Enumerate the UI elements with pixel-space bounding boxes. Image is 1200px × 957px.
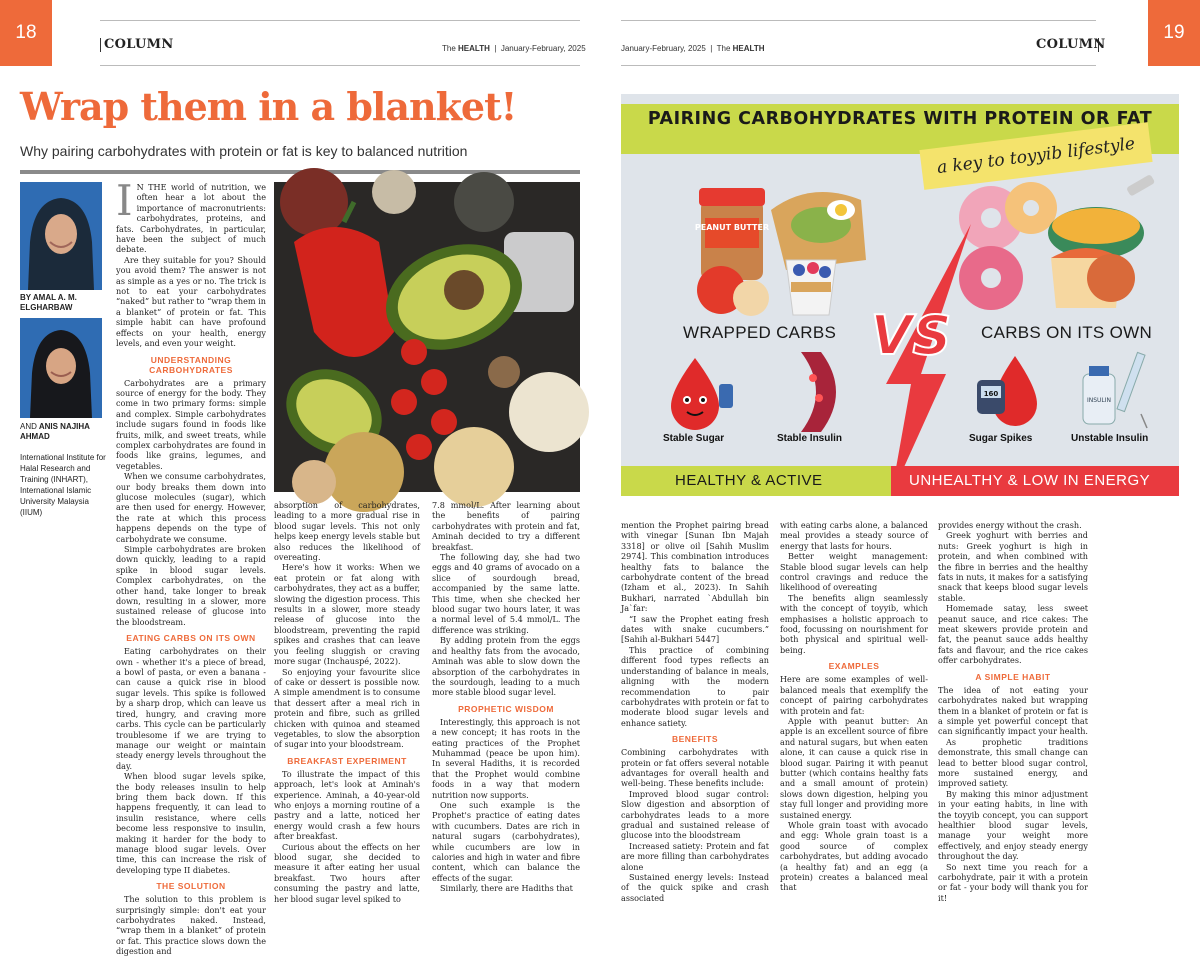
article-column-4: mention the Prophet pairing bread with vinegar [Sunan Ibn Majah 3318] or olive oil [Sahih Muslim 2974]. This combination introduces healthy fats to balance the carbohydrate content of the bread (Izham et al., 2023). In Sahih Bukhari, narrated `Abdullah bin Ja`far: “I saw the Prophet eating fresh dates with snake cucumbers.” [Sahih al-Bukhari 5447] This practice of combining different food types reflects an understanding of balance in meals, aligning with the modern recommendation to pair carbohydrates with protein or fat to moderate blood sugar levels and enhance satiety. BENEFITS Combining carbohydrates with protein or fat offers several notable advantages for overall health and well-being. These benefits include: Improved blood sugar control: Slow digestion and absorption of carbohydrates leads to a more gradual and sustained release of glucose into the bloodstream Increased satiety: Protein and fat are more filling than carbohydrates alone Sustained energy levels: Instead of the quick spike and crash associated bbox=[621, 520, 769, 903]
subhead: UNDERSTANDING CARBOHYDRATES bbox=[149, 354, 233, 375]
article-column-1: I N THE world of nutrition, we often hear a lot about the importance of macronutrients: carbohydrates, proteins, and fats. Carbohydrates, in particular, have been the subject of much debate. Are they suitable for you? Should you avoid them? The answer is not as simple as a yes or no. The trick is not to eat your carbohydrates “naked” but rather to “wrap them in a blanket” of protein or fat. This simple habit can have profound effects on your health, energy levels, and even your weight. UNDERSTANDING CARBOHYDRATES Carbohydrates are a primary source of energy for the body. They come in two primary forms: simple and complex. Simple carbohydrates include sugars found in foods like fruits, milk, and sweet treats, while complex carbohydrates are found in foods like grains, legumes, and vegetables. When we consume carbohydrates, our body breaks them down into glucose molecules (sugar), which are then used for energy. However, the rate at which this process happens depends on the type of carbohydrate we consume. Simple carbohydrates are broken down quickly, leading to a rapid spike in blood sugar levels. Complex carbohydrates, on the other hand, take longer to break down, resulting in a slower, more sustained release of glucose into the bloodstream. EATING CARBS ON ITS OWN Eating carbohydrates on their own - whether it's a piece of bread, a bowl of pasta, or even a banana - can cause a quick rise in blood sugar levels. This spike is followed by a sharp drop, which can leave us tired, hungry, and craving more carbs. This cycle can be particularly troublesome if we are trying to manage our weight or maintain steady energy levels throughout the day. When blood sugar levels spike, the body releases insulin to help bring them back down. If this happens frequently, it can lead to insulin resistance, where cells become less responsive to insulin, making it harder for the body to manage blood sugar levels. Over time, this can increase the risk of developing type II diabetes. THE SOLUTION The solution to this problem is surprisingly simple: don't eat your carbohydrates naked. Instead, “wrap them in a blanket” of protein or fat. This practice slows down the digestion and bbox=[116, 176, 266, 957]
author-byline-1: BY AMAL A. M. ELGHARBAW bbox=[20, 293, 77, 312]
cake-icon bbox=[1051, 248, 1135, 308]
header-rule-bottom-left bbox=[100, 65, 580, 66]
article-title: Wrap them in a blanket! bbox=[20, 84, 517, 129]
footer-healthy: HEALTHY & ACTIVE bbox=[675, 472, 823, 489]
subhead: BREAKFAST EXPERIMENT bbox=[287, 755, 407, 766]
article-column-5: with eating carbs alone, a balanced meal provides a steady source of energy that lasts for hours. Better weight management: Stable blood sugar levels can help control cravings and reduce the likelihood of overeating The benefits align seamlessly with the concept of toyyib, which emphasises a holistic approach to food, focussing on nourishment for both physical and spiritual well-being. EXAMPLES Here are some examples of well-balanced meals that exemplify the concept of pairing carbohydrates with protein and fat: Apple with peanut butter: An apple is an excellent source of fibre and natural sugars, but when eaten alone, it can cause a quick rise in blood sugar. Pairing it with peanut butter (which contains healthy fats and a small amount of protein) slows down digestion, helping you stay full longer and providing more sustained energy. Whole grain toast with avocado and egg: Whole grain toast is a good source of complex carbohydrates, but adding avocado (a healthy fat) and an egg (a protein) creates a balanced meal that bbox=[780, 520, 928, 893]
insulin-bottle-icon bbox=[1077, 348, 1157, 432]
vegetables-photo bbox=[274, 182, 580, 492]
yogurt-icon bbox=[786, 260, 836, 315]
author-photo bbox=[20, 182, 102, 290]
author-photo bbox=[20, 318, 102, 418]
drop-cap: I bbox=[116, 176, 133, 225]
peanut-butter-icon bbox=[695, 188, 769, 280]
masthead-right: January-February, 2025 | The HEALTH bbox=[621, 44, 765, 53]
label-sugar-spikes: Sugar Spikes bbox=[969, 433, 1033, 444]
page-number-left: 18 bbox=[0, 0, 52, 66]
footer-unhealthy: UNHEALTHY & LOW IN ENERGY bbox=[909, 472, 1151, 489]
section-label-right: COLUMN bbox=[1036, 37, 1106, 52]
label-stable-insulin: Stable Insulin bbox=[777, 433, 843, 444]
infographic-title: PAIRING CARBOHYDRATES WITH PROTEIN OR FAT bbox=[647, 109, 1153, 129]
header-rule-bottom-right bbox=[621, 65, 1096, 66]
article-subtitle: Why pairing carbohydrates with protein or fat is key to balanced nutrition bbox=[20, 143, 468, 159]
subhead: BENEFITS bbox=[671, 734, 719, 745]
section-label-left: COLUMN bbox=[104, 37, 174, 52]
wrapped-carbs-heading: WRAPPED CARBS bbox=[683, 323, 837, 342]
article-column-3: 7.8 mmol/L. After learning about the benefits of pairing carbohydrates with protein and fat, Aminah decided to try a different breakfast. The following day, she had two eggs and 40 grams of avocado on a slice of sourdough bread, accompanied by the same latte. This time, when she checked her blood sugar two hours later, it was a normal level of 5.4 mmol/L. The difference was striking. By adding protein from the eggs and healthy fats from the avocado, Aminah was able to slow down the absorption of the carbohydrates in the sourdough, leading to a much more stable blood sugar level. PROPHETIC WISDOM Interestingly, this approach is not a new concept; it has roots in the eating practices of the Prophet Muhammad (peace be upon him). In several Hadiths, it is recorded that the Prophet would combine foods in a way that modern nutrition now supports. One such example is the Prophet's practice of eating dates with cucumbers. Dates are rich in natural sugars (carbohydrates), while cucumbers are low in calories and high in water and fibre content, which can balance the effects of the sugar. Similarly, there are Hadiths that bbox=[432, 500, 580, 894]
subhead: PROPHETIC WISDOM bbox=[458, 703, 554, 714]
svg-text:INSULIN: INSULIN bbox=[1086, 397, 1112, 404]
cereal-icon bbox=[1048, 174, 1155, 259]
label-unstable-insulin: Unstable Insulin bbox=[1071, 433, 1149, 444]
author-byline-2: AND ANIS NAJIHA AHMAD bbox=[20, 422, 90, 441]
header-rule-top-left bbox=[100, 20, 580, 21]
page-number-right: 19 bbox=[1148, 0, 1200, 66]
carbs-alone-heading: CARBS ON ITS OWN bbox=[981, 323, 1153, 342]
infographic-tagline: a key to toyyib lifestyle bbox=[919, 122, 1152, 190]
svg-text:PEANUT BUTTER: PEANUT BUTTER bbox=[694, 223, 770, 232]
masthead-left: The HEALTH | January-February, 2025 bbox=[442, 44, 586, 53]
blood-drop-icon bbox=[665, 354, 735, 430]
article-column-2: absorption of carbohydrates, leading to a more gradual rise in blood sugar levels. This not only helps keep energy levels stable but also reduces the likelihood of overeating. Here's how it works: When we eat protein or fat along with carbohydrates, they act as a buffer, slowing the digestion process. This results in a slower, more steady release of glucose into the bloodstream, preventing the rapid spikes and crashes that can leave you feeling sluggish or craving more sugar (Inchauspé, 2022). So enjoying your favourite slice of cake or dessert is possible now. A simple amendment is to consume that dessert after a meal rich in protein and fibre, such as grilled chicken with quinoa and steamed vegetables, to slow the absorption of sugar into your bloodstream. BREAKFAST EXPERIMENT To illustrate the impact of this approach, let's look at Aminah's experience. Aminah, a 40-year-old who enjoys a morning routine of a pastry and a latte, noticed her energy would crash a few hours after breakfast. Curious about the effects on her blood sugar, she decided to measure it after eating her usual breakfast. Two hours after consuming the pastry and latte, her blood sugar level spiked to bbox=[274, 500, 420, 904]
svg-text:160: 160 bbox=[983, 390, 999, 398]
vs-divider bbox=[851, 224, 981, 496]
sugary-food-illustration bbox=[951, 178, 1161, 318]
author-affiliation: International Institute for Halal Research and Training (INHART), International Islamic University Malaysia (IIUM) bbox=[20, 453, 106, 517]
article-column-6: provides energy without the crash. Greek yoghurt with berries and nuts: Greek yoghurt is high in protein, and when combined with the fibre in berries and the healthy fats in nuts, it makes for a satisfying snack that keeps blood sugar levels stable. Homemade satay, less sweet peanut sauce, and rice cakes: The meat skewers provide protein and fat, the peanut sauce adds healthy fats and flavour, and the rice cakes offer carbohydrates. A SIMPLE HABIT The idea of not eating your carbohydrates naked but wrapping them in a blanket of protein or fat is a simple yet powerful concept that can significantly impact your health. As prophetic traditions demonstrate, this small change can lead to better blood sugar control, more sustained energy, and improved satiety. By making this minor adjustment in your eating habits, in line with the toyyib concept, you can support healthier blood sugar levels, manage your weight more effectively, and enjoy steady energy throughout the day. So next time you reach for a carbohydrate, pair it with a protein or fat - your body will thank you for it! bbox=[938, 520, 1089, 903]
subhead: EATING CARBS ON ITS OWN bbox=[126, 633, 256, 644]
subhead: EXAMPLES bbox=[828, 661, 880, 672]
header-rule-top-right bbox=[621, 20, 1096, 21]
header-divider-left bbox=[100, 38, 101, 52]
subhead: THE SOLUTION bbox=[156, 881, 226, 892]
subhead: A SIMPLE HABIT bbox=[975, 671, 1051, 682]
label-stable-sugar: Stable Sugar bbox=[663, 433, 725, 444]
glucose-meter-icon bbox=[975, 350, 1045, 430]
syringe-icon bbox=[1117, 352, 1147, 428]
svg-text:VS: VS bbox=[870, 304, 952, 367]
infographic bbox=[621, 94, 1179, 496]
artery-icon bbox=[791, 352, 851, 432]
